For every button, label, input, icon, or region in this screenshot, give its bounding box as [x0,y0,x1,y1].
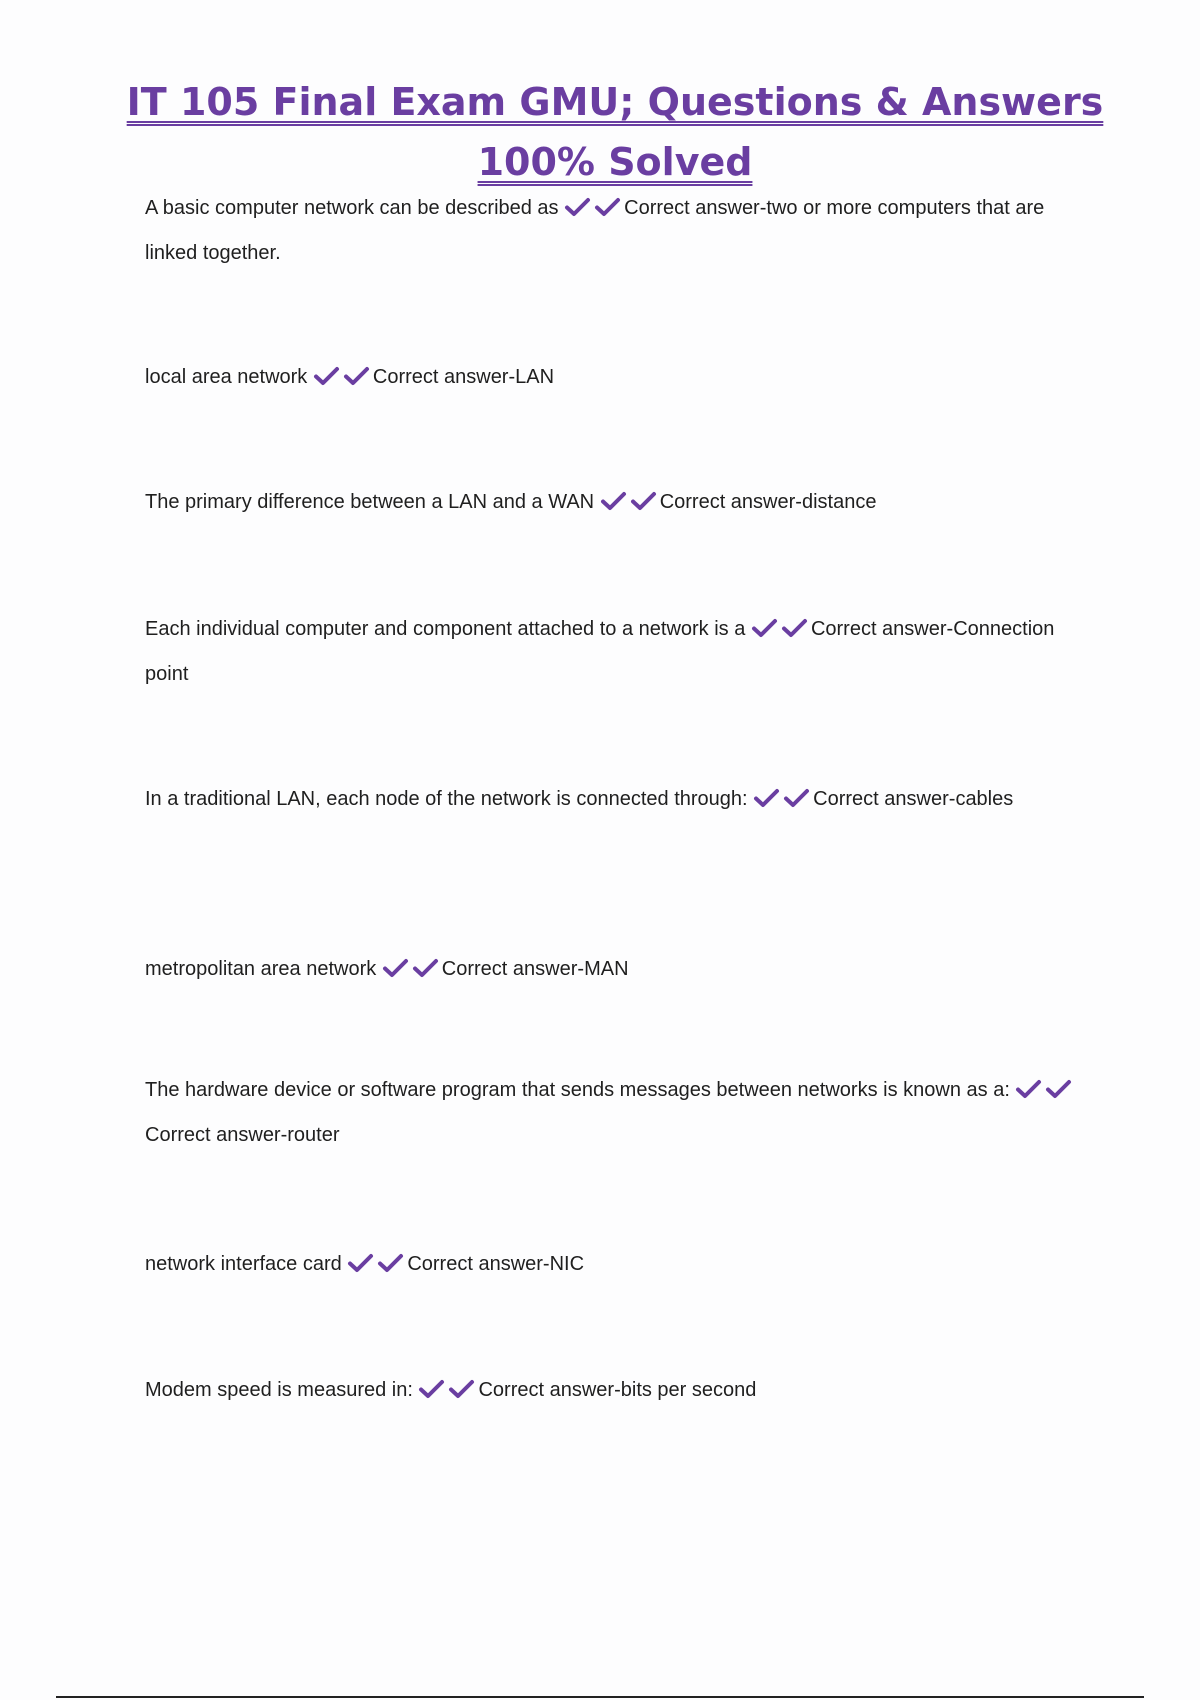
question-text: metropolitan area network [145,958,377,980]
check-icon-shape [594,195,622,219]
check-icon-shape [781,616,809,640]
check-icon [753,786,783,810]
answer-prefix: Correct answer- [407,1253,550,1275]
question-text: Modem speed is measured in: [145,1379,413,1401]
qa-item-2 [145,355,1085,400]
check-icon-shape [343,364,371,388]
check-icon [347,1251,377,1275]
qa-item-1 [145,186,1085,276]
qa-item-4 [145,607,1085,697]
check-icon-shape [448,1377,476,1401]
check-icon [781,616,811,640]
check-icon [783,786,813,810]
answer-text: router [287,1124,340,1146]
answer-prefix: Correct answer- [624,197,767,219]
qa-item-7 [145,1068,1085,1158]
check-icon-shape [1015,1077,1043,1101]
answer-text: bits per second [620,1379,757,1401]
question-text: network interface card [145,1253,342,1275]
answer-prefix: Correct answer- [478,1379,621,1401]
check-icon [594,195,624,219]
answer-text: NIC [549,1253,585,1275]
check-icon-shape [347,1251,375,1275]
check-icon-shape [1045,1077,1073,1101]
question-text: In a traditional LAN, each node of the network is connected through: [145,788,748,810]
check-icon-shape [753,786,781,810]
page-title [120,72,1110,192]
check-icon [1015,1077,1045,1101]
check-icon [1045,1077,1075,1101]
check-icon [448,1377,478,1401]
check-icon [343,364,373,388]
check-icon-shape [783,786,811,810]
qa-item-9 [145,1368,1085,1413]
check-icon [600,489,630,513]
page-title-text: IT 105 Final Exam GMU; Questions & Answers 100% Solved [126,80,1104,184]
check-icon-shape [751,616,779,640]
answer-prefix: Correct answer- [659,491,802,513]
question-text: Each individual computer and component attached to a network is a [145,618,746,640]
footer-divider [56,1696,1144,1698]
question-text: The hardware device or software program that sends messages between networks is known as a: [145,1079,1010,1101]
check-icon-shape [382,956,410,980]
check-icon-shape [630,489,658,513]
question-text: A basic computer network can be described as [145,197,559,219]
answer-text: LAN [515,366,555,388]
check-icon [412,956,442,980]
question-text: local area network [145,366,308,388]
question-text: The primary difference between a LAN and a WAN [145,491,595,513]
check-icon [564,195,594,219]
qa-item-5 [145,777,1085,822]
check-icon-shape [313,364,341,388]
check-icon [377,1251,407,1275]
answer-prefix: Correct answer- [441,958,585,980]
qa-item-6 [145,947,1085,992]
check-icon-shape [412,956,440,980]
answer-text: MAN [584,958,629,980]
check-icon [630,489,660,513]
check-icon [313,364,343,388]
answer-prefix: Correct answer- [145,1124,288,1146]
check-icon-shape [418,1377,446,1401]
answer-text: two or more computers that are linked together. [145,197,1045,264]
check-icon [751,616,781,640]
check-icon-shape [564,195,592,219]
qa-item-3 [145,480,1085,525]
answer-prefix: Correct answer- [813,788,956,810]
check-icon-shape [600,489,628,513]
check-icon [382,956,412,980]
answer-prefix: Correct answer- [372,366,516,388]
answer-text: Connection point [145,618,1055,685]
check-icon [418,1377,448,1401]
answer-prefix: Correct answer- [810,618,954,640]
answer-text: distance [801,491,877,513]
answer-text: cables [955,788,1014,810]
qa-item-8 [145,1242,1085,1287]
check-icon-shape [377,1251,405,1275]
